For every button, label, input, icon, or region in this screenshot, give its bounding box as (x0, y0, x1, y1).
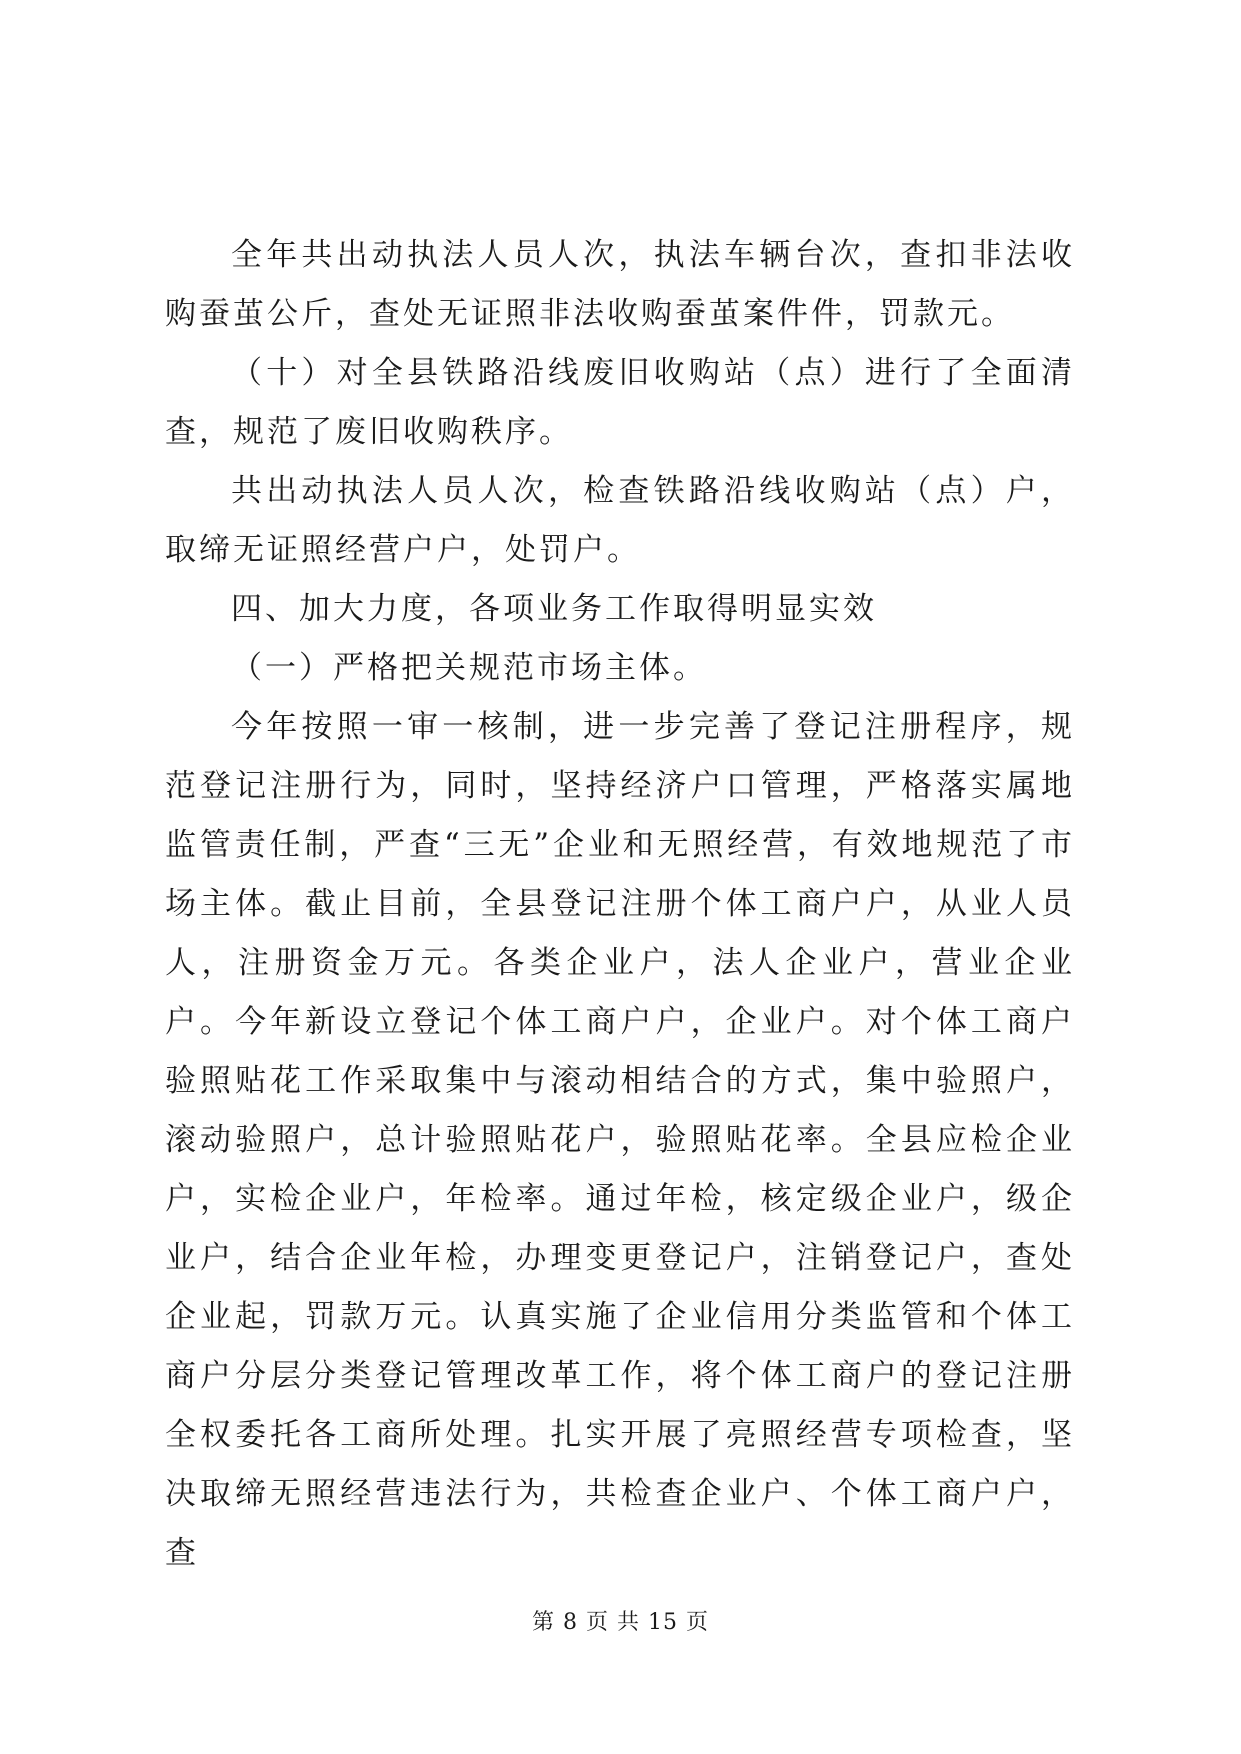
paragraph-summary-stats: 全年共出动执法人员人次，执法车辆台次，查扣非法收购蚕茧公斤，查处无证照非法收购蚕茧案件件，罚款元。 (165, 237, 1075, 332)
subsection-heading-one: （一）严格把关规范市场主体。 (231, 650, 707, 686)
paragraph-market-entities: 今年按照一审一核制，进一步完善了登记注册程序，规范登记注册行为，同时，坚持经济户口管理，严格落实属地监管责任制，严查“三无”企业和无照经营，有效地规范了市场主体。截止目前，全县登记注册个体工商户户，从业人员人，注册资金万元。各类企业户，法人企业户，营业企业户。今年新设立登记个体工商户户，企业户。对个体工商户验照贴花工作采取集中与滚动相结合的方式，集中验照户，滚动验照户，总计验照贴花户，验照贴花率。全县应检企业户，实检企业户，年检率。通过年检，核定级企业户，级企业户，结合企业年检，办理变更登记户，注销登记户，查处企业起，罚款万元。认真实施了企业信用分类监管和个体工商户分层分类登记管理改革工作，将个体工商户的登记注册全权委托各工商所处理。扎实开展了亮照经营专项检查，坚决取缔无照经营违法行为，共检查企业户、个体工商户户，查 (165, 709, 1075, 1571)
paragraph-item-ten: （十）对全县铁路沿线废旧收购站（点）进行了全面清查，规范了废旧收购秩序。 (165, 355, 1075, 450)
page-number-footer: 第 8 页 共 15 页 (532, 1610, 709, 1635)
paragraph-railway-inspection: 共出动执法人员人次，检查铁路沿线收购站（点）户，取缔无证照经营户户，处罚户。 (165, 473, 1075, 568)
document-body (165, 226, 1075, 1583)
section-heading-four: 四、加大力度，各项业务工作取得明显实效 (231, 591, 877, 627)
